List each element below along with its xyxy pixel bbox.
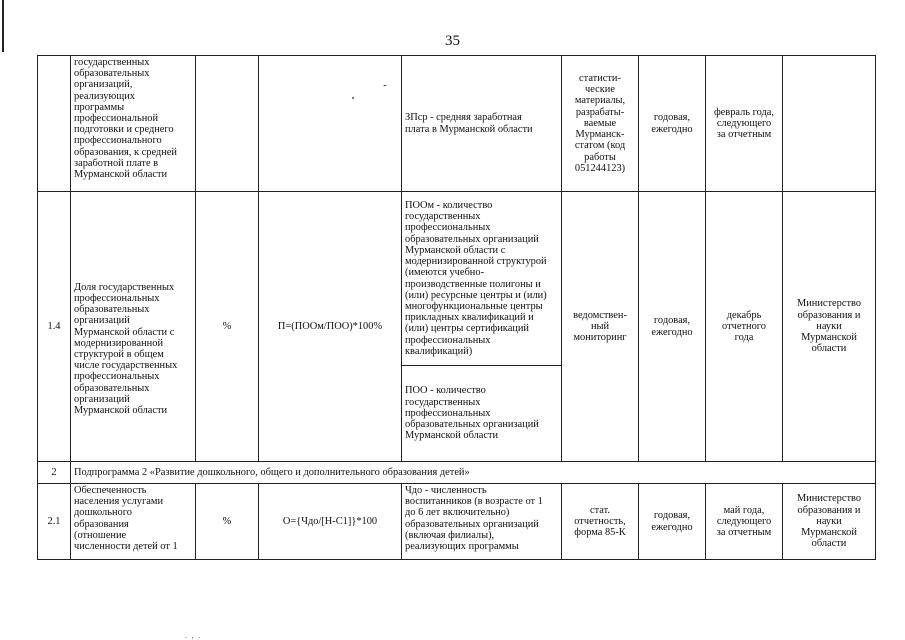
source-cell: статисти- ческие материалы, разрабаты- ваемые Мурманск- статом (код работы 051244123) <box>562 56 639 192</box>
unit-cell <box>196 56 259 192</box>
variable-cell: ЗПср - средняя заработная плата в Мурманской области <box>402 56 562 192</box>
row-number-cell <box>38 56 71 192</box>
indicators-table <box>37 55 876 560</box>
period-cell: годовая, ежегодно <box>639 56 706 192</box>
unit-cell: % <box>196 192 259 462</box>
formula-cell: О={Чдо/[Н-С1]}*100 <box>259 484 402 560</box>
row-number-cell: 2.1 <box>38 484 71 560</box>
deadline-cell: декабрь отчетного года <box>706 192 783 462</box>
responsible-cell: Министерство образования и науки Мурманской области <box>783 192 876 462</box>
subprogram-title-cell: Подпрограмма 2 «Развитие дошкольного, общего и дополнительного образования детей» <box>71 462 876 484</box>
formula-cell <box>259 56 402 192</box>
variable-cell: Чдо - численность воспитанников (в возрасте от 1 до 6 лет включительно) образовательных организаций (включая филиалы), реализующих программы <box>402 484 562 560</box>
responsible-cell: Министерство образования и науки Мурманской области <box>783 484 876 560</box>
indicator-name-cell: государственных образовательных организаций, реализующих программы профессиональной подготовки и среднего профессионального образования, к средней заработной плате в Мурманской области <box>71 56 196 192</box>
unit-cell: % <box>196 484 259 560</box>
source-cell: ведомствен- ный мониторинг <box>562 192 639 462</box>
table-row <box>38 462 876 484</box>
table-row <box>38 192 876 366</box>
deadline-cell: февраль года, следующего за отчетным <box>706 56 783 192</box>
row-number-cell: 1.4 <box>38 192 71 462</box>
table-row <box>38 484 876 560</box>
footer-specks: . , . <box>185 630 202 640</box>
indicator-name-cell: Обеспеченность населения услугами дошкольного образования (отношение численности детей от 1 <box>71 484 196 560</box>
table-row <box>38 56 876 192</box>
row-number-cell: 2 <box>38 462 71 484</box>
variable-cell: ПООм - количество государственных профессиональных образовательных организаций Мурманской области с модернизированной структурой (имеются учебно- производственные полигоны и (или) ресурсные центры и (или) многофункциональные центры прикладных квалификаций и (или) центры сертификаций профессиональных квалификаций) <box>402 192 562 366</box>
period-cell: годовая, ежегодно <box>639 484 706 560</box>
responsible-cell <box>783 56 876 192</box>
page-number: 35 <box>445 33 460 49</box>
deadline-cell: май года, следующего за отчетным <box>706 484 783 560</box>
source-cell: стат. отчетность, форма 85-К <box>562 484 639 560</box>
variable-cell: ПОО - количество государственных профессиональных образовательных организаций Мурманской области <box>402 366 562 462</box>
indicator-name-cell: Доля государственных профессиональных образовательных организаций Мурманской области с модернизированной структурой в общем числе государственных профессиональных образовательных организаций Мурманской области <box>71 192 196 462</box>
period-cell: годовая, ежегодно <box>639 192 706 462</box>
formula-cell: П=(ПООм/ПОО)*100% <box>259 192 402 462</box>
stray-mark: - <box>383 79 387 91</box>
